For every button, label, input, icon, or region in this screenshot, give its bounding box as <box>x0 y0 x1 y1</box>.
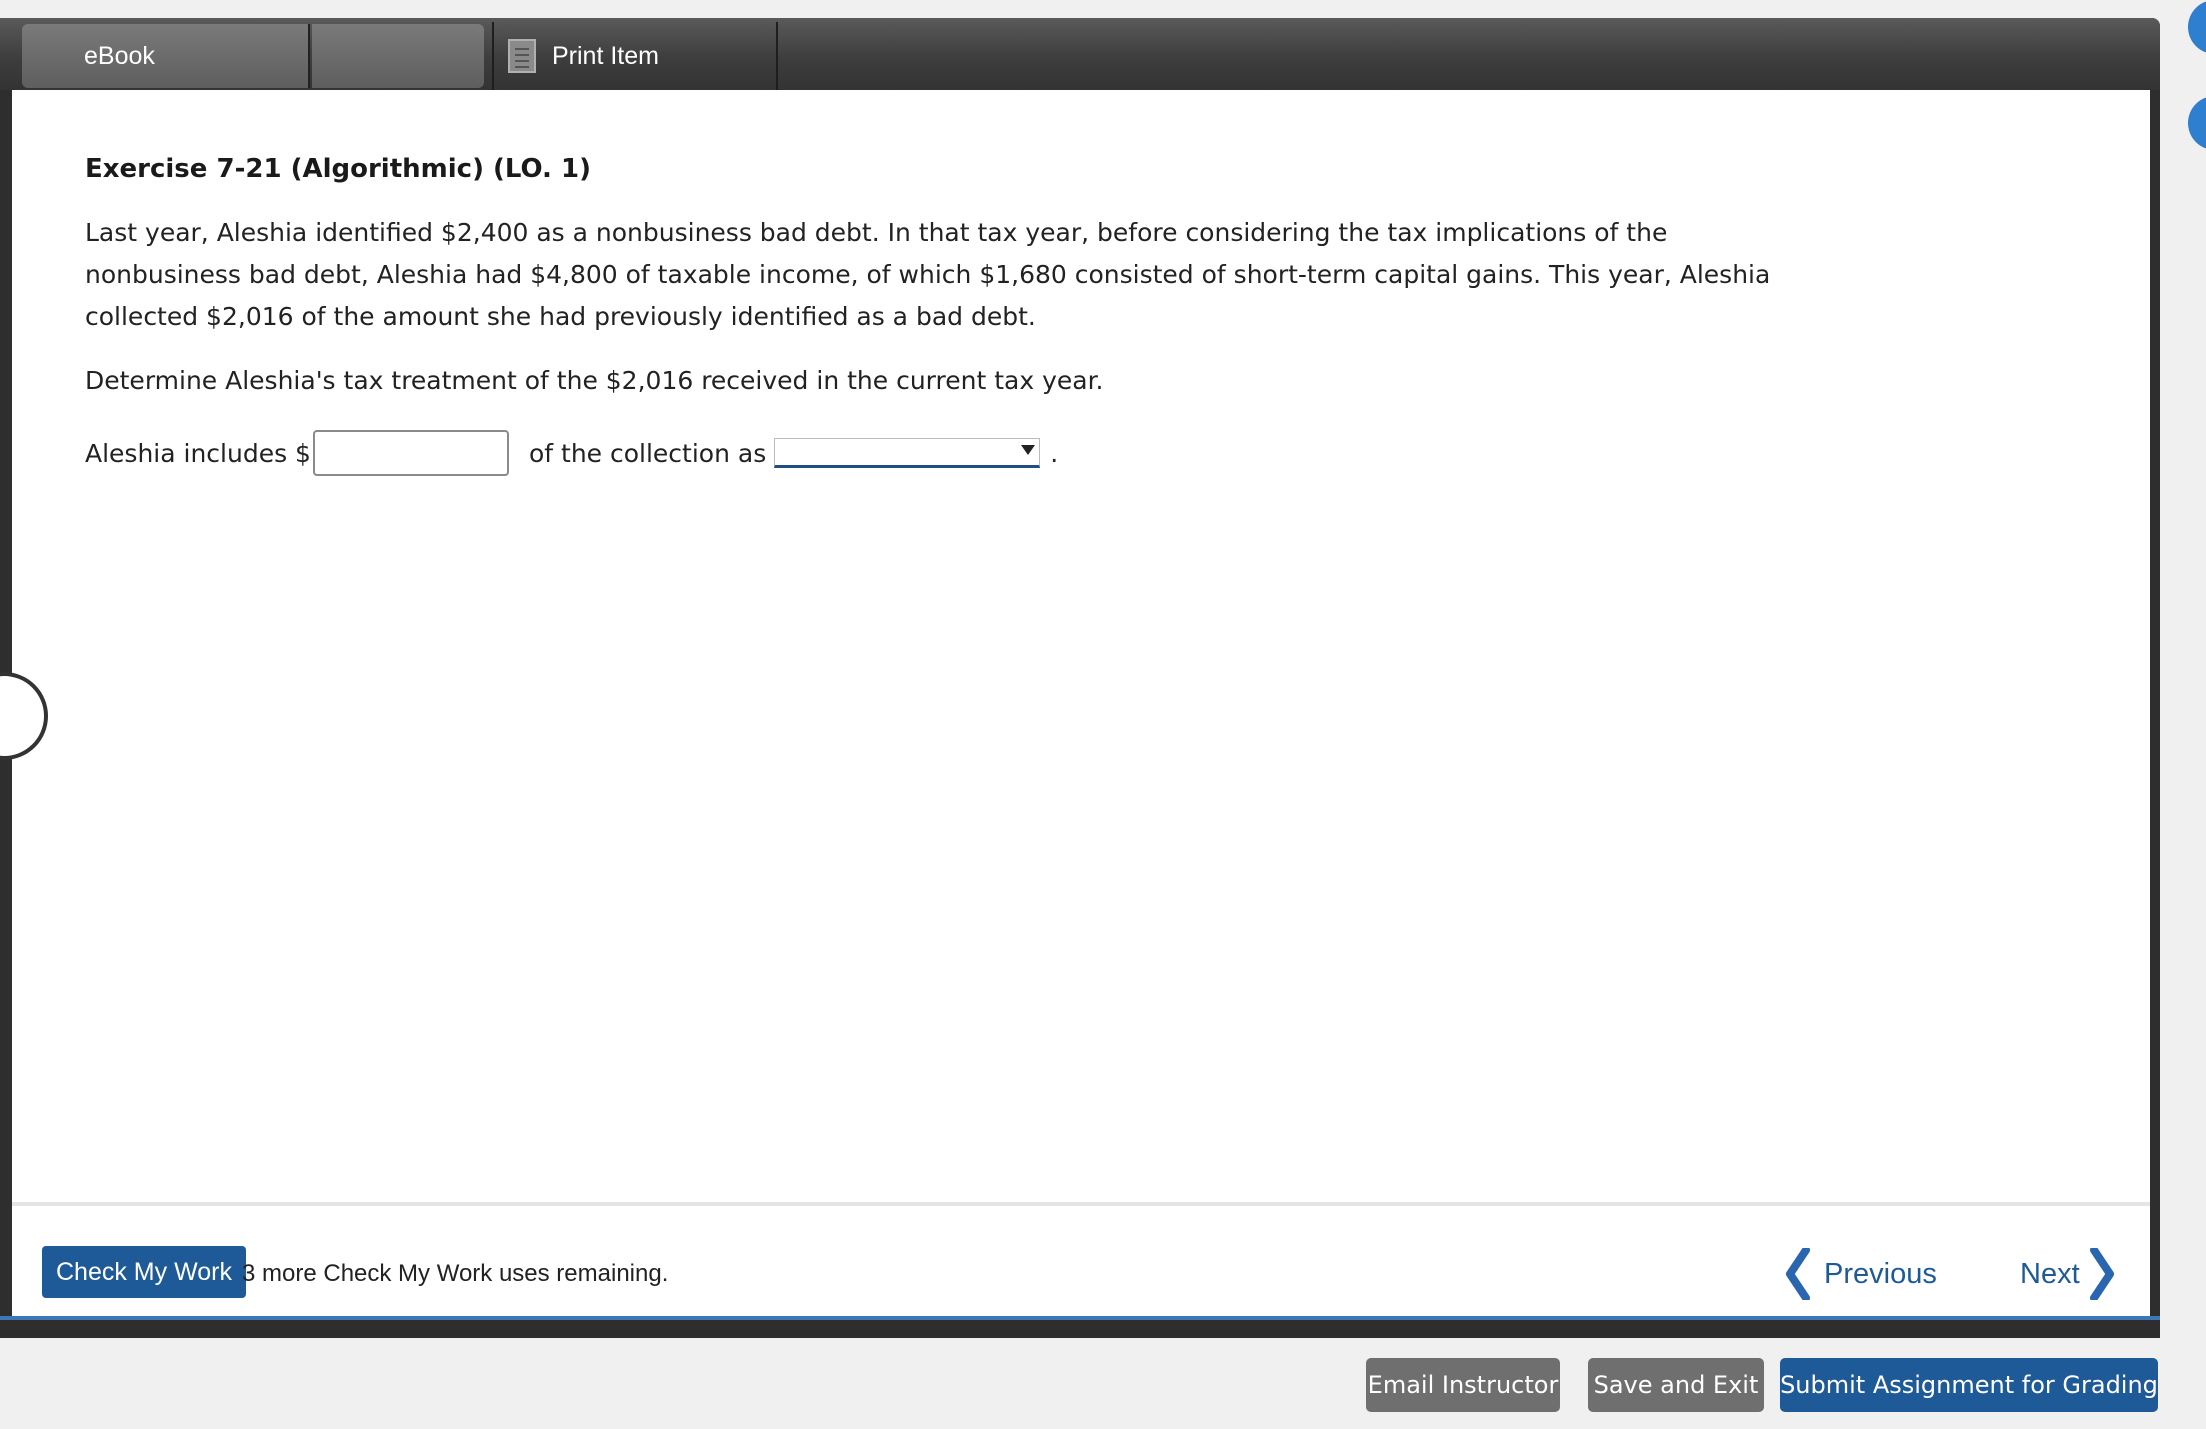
question-panel <box>12 90 2150 1202</box>
answer-row <box>85 430 1058 476</box>
next-button[interactable] <box>2020 1246 2116 1302</box>
answer-suffix: . <box>1050 438 1059 468</box>
top-tab-bar <box>0 18 2160 90</box>
save-and-exit-button[interactable]: Save and Exit <box>1588 1358 1764 1412</box>
tab-ebook-label: eBook <box>84 41 155 70</box>
answer-middle-text: of the collection as <box>528 438 767 468</box>
print-icon <box>508 39 536 73</box>
check-remaining-text: 3 more Check My Work uses remaining. <box>242 1260 669 1287</box>
previous-label: Previous <box>1824 1257 1937 1290</box>
submit-assignment-button[interactable]: Submit Assignment for Grading <box>1780 1358 2158 1412</box>
tab-empty[interactable] <box>312 24 484 88</box>
tab-print-item[interactable] <box>508 24 778 88</box>
tab-divider <box>776 22 778 90</box>
tab-divider <box>492 22 494 90</box>
chevron-left-icon <box>1784 1248 1810 1300</box>
check-my-work-button[interactable]: Check My Work <box>42 1246 246 1298</box>
action-bar <box>12 1202 2150 1316</box>
problem-statement: Last year, Aleshia identified $2,400 as a nonbusiness bad debt. In that tax year, before considering the tax implications of the nonbusiness bad debt, Aleshia had $4,800 of taxable income, of which $1,680 consisted of short-term capital gains. This year, Aleshia collected $2,016 of the amount she had previously identified as a bad debt. <box>85 218 1771 331</box>
amount-input[interactable] <box>313 430 509 476</box>
tab-print-label: Print Item <box>552 41 659 70</box>
answer-prefix: Aleshia includes $ <box>85 438 311 468</box>
dropdown-arrow-icon <box>1021 445 1035 455</box>
tab-ebook[interactable] <box>22 24 310 88</box>
exercise-title: Exercise 7-21 (Algorithmic) (LO. 1) <box>85 154 591 184</box>
treatment-select[interactable] <box>774 438 1040 468</box>
next-label: Next <box>2020 1257 2080 1290</box>
email-instructor-button[interactable]: Email Instructor <box>1366 1358 1560 1412</box>
previous-button[interactable] <box>1784 1246 1937 1302</box>
window-edge <box>2178 0 2206 1429</box>
problem-question: Determine Aleshia's tax treatment of the $2,016 received in the current tax year. <box>85 366 1104 395</box>
frame-bottom <box>0 1320 2160 1338</box>
chevron-right-icon <box>2090 1248 2116 1300</box>
